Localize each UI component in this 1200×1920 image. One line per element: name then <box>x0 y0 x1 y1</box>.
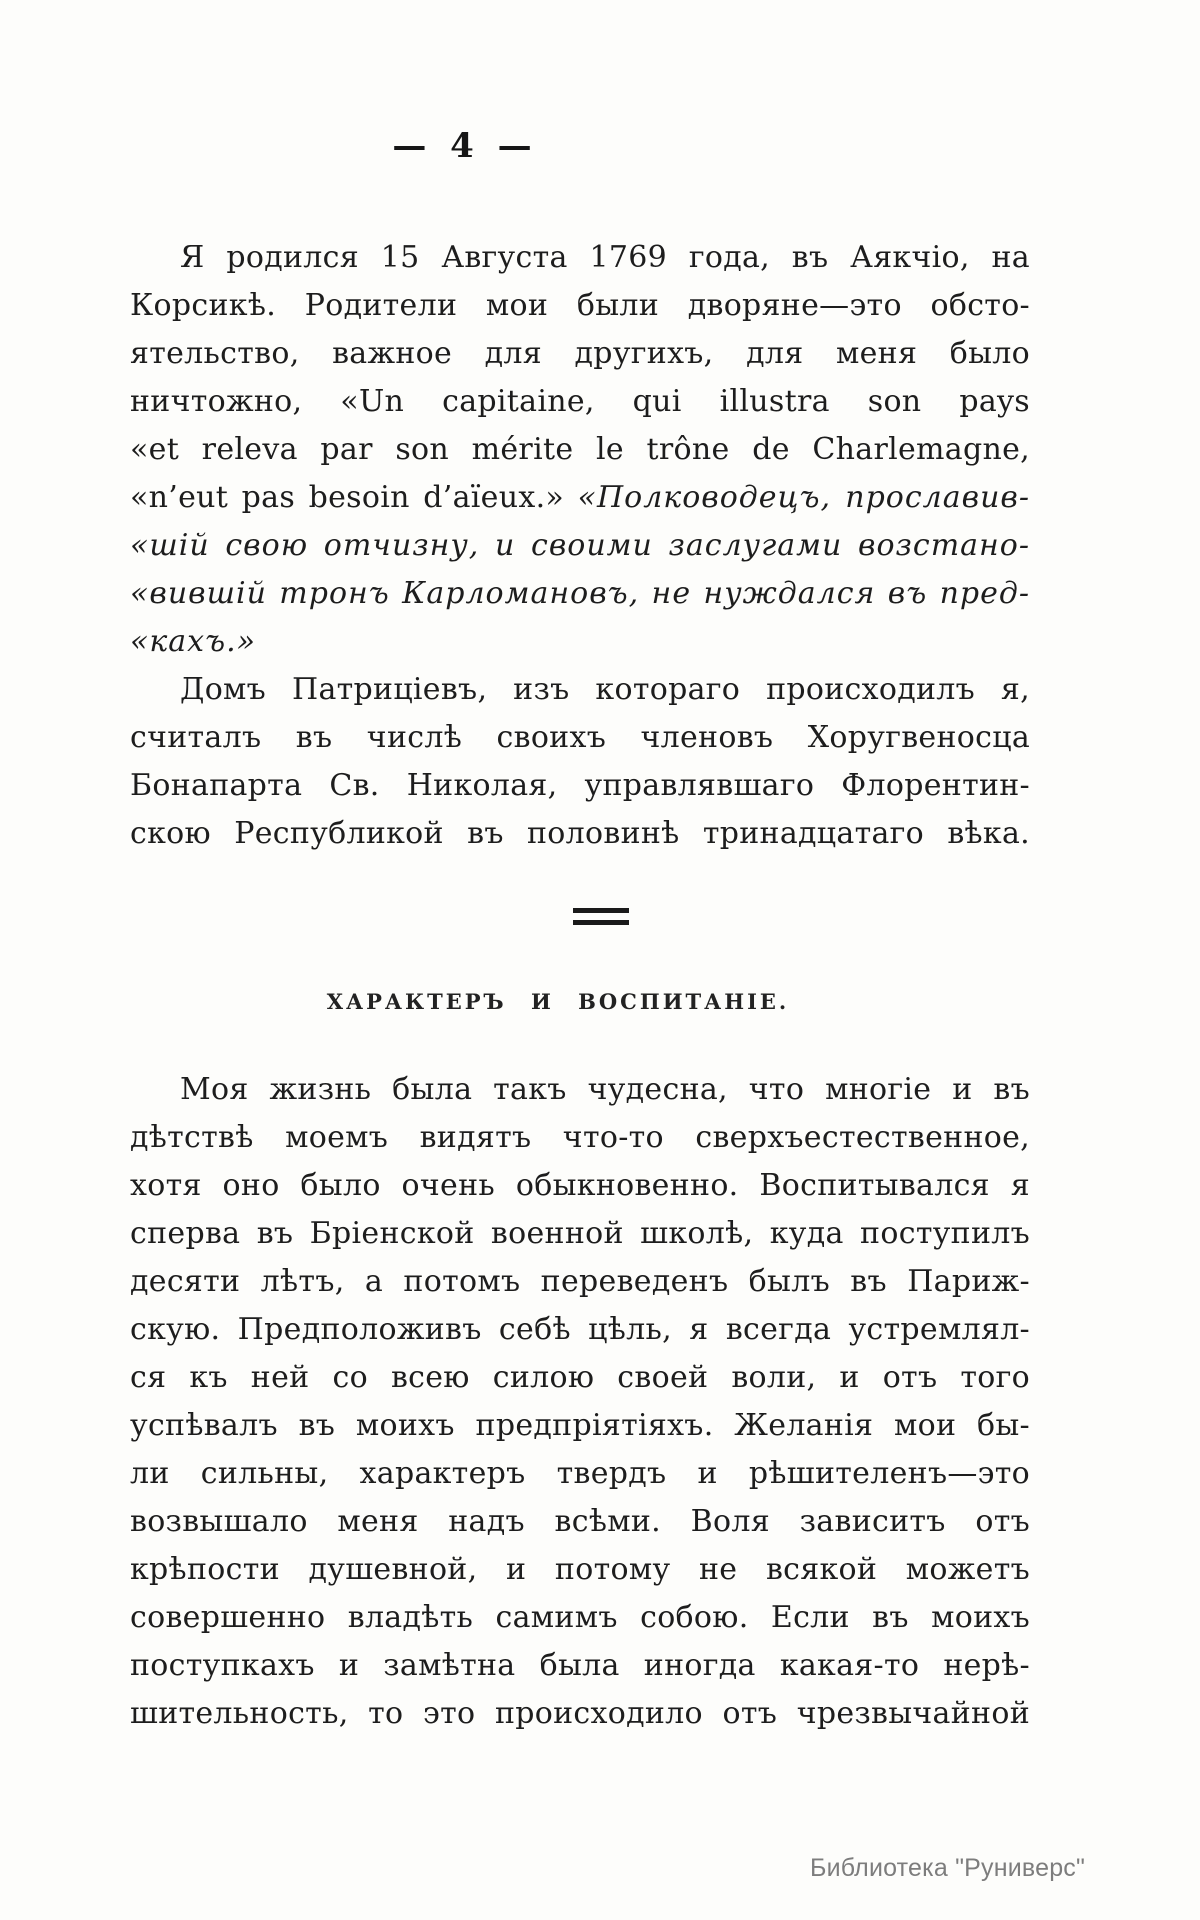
text-line <box>130 618 1030 666</box>
text-segment: скую. Предположивъ себѣ цѣль, я всегда устремлял- <box>130 1312 1030 1347</box>
text-segment: хотя оно было очень обыкновенно. Воспитывался я <box>130 1168 1030 1203</box>
text-line <box>130 330 1030 378</box>
text-segment: скою Республикой въ половинѣ тринадцатаго вѣка. <box>130 816 1030 851</box>
text-segment: «et releva par son mérite le trône de Charlemagne, <box>130 432 1030 467</box>
text-segment: ся къ ней со всею силою своей воли, и отъ того <box>130 1360 1030 1395</box>
text-segment: Моя жизнь была такъ чудесна, что многіе и въ <box>180 1072 1030 1107</box>
text-segment: «n’eut pas besoin d’aïeux.» <box>130 480 578 515</box>
text-segment: дѣтствѣ моемъ видятъ что-то сверхъестественное, <box>130 1120 1030 1155</box>
italic-text-segment: «шій свою отчизну, и своими заслугами возстано- <box>130 528 1030 563</box>
text-segment: поступкахъ и замѣтна была иногда какая-то нерѣ- <box>130 1648 1030 1683</box>
text-line <box>130 1594 1030 1642</box>
text-line <box>130 810 1030 858</box>
text-line <box>130 1690 1030 1738</box>
library-watermark: Библиотека "Руниверс" <box>810 1854 1086 1882</box>
text-line <box>130 474 1030 522</box>
italic-text-segment: «кахъ.» <box>130 624 256 659</box>
text-segment: десяти лѣтъ, а потомъ переведенъ былъ въ Париж- <box>130 1264 1030 1299</box>
text-segment: успѣвалъ въ моихъ предпріятіяхъ. Желанія мои бы- <box>130 1408 1030 1443</box>
text-line <box>130 1642 1030 1690</box>
text-segment: ятельство, важное для другихъ, для меня было <box>130 336 1030 371</box>
text-line <box>130 666 1030 714</box>
text-segment: Я родился 15 Августа 1769 года, въ Аякчіо, на <box>180 240 1030 275</box>
text-line <box>130 1114 1030 1162</box>
text-line <box>130 426 1030 474</box>
section-divider <box>573 908 629 925</box>
text-line <box>130 522 1030 570</box>
text-line <box>130 1306 1030 1354</box>
text-block-upper <box>130 234 1030 858</box>
text-segment: возвышало меня надъ всѣми. Воля зависитъ отъ <box>130 1504 1030 1539</box>
section-heading: ХАРАКТЕРЪ И ВОСПИТАНІЕ. <box>326 989 790 1014</box>
italic-text-segment: «вившій тронъ Карломановъ, не нуждался въ пред- <box>130 576 1030 611</box>
text-line <box>130 714 1030 762</box>
text-segment: совершенно владѣть самимъ собою. Если въ моихъ <box>130 1600 1030 1635</box>
text-line <box>130 1450 1030 1498</box>
text-segment: Корсикѣ. Родители мои были дворяне—это обсто- <box>130 288 1030 323</box>
page-number: — 4 — <box>392 126 538 166</box>
text-segment: ничтожно, «Un capitaine, qui illustra son pays <box>130 384 1030 419</box>
text-line <box>130 234 1030 282</box>
text-line <box>130 570 1030 618</box>
text-line <box>130 1162 1030 1210</box>
text-line <box>130 1210 1030 1258</box>
paragraph <box>130 666 1030 858</box>
text-segment: шительность, то это происходило отъ чрезвычайной <box>130 1696 1030 1731</box>
text-line <box>130 378 1030 426</box>
text-line <box>130 1402 1030 1450</box>
text-line <box>130 1546 1030 1594</box>
text-block-lower <box>130 1066 1030 1738</box>
text-line <box>130 1258 1030 1306</box>
text-line <box>130 282 1030 330</box>
italic-text-segment: «Полководецъ, прославив- <box>577 480 1031 515</box>
text-line <box>130 1066 1030 1114</box>
text-segment: Домъ Патриціевъ, изъ котораго происходилъ я, <box>180 672 1030 707</box>
text-segment: ли сильны, характеръ твердъ и рѣшителенъ—это <box>130 1456 1030 1491</box>
text-segment: Бонапарта Св. Николая, управлявшаго Флорентин- <box>130 768 1030 803</box>
text-segment: считалъ въ числѣ своихъ членовъ Хоругвеносца <box>130 720 1030 755</box>
text-line <box>130 762 1030 810</box>
text-line <box>130 1498 1030 1546</box>
paragraph <box>130 1066 1030 1738</box>
text-line <box>130 1354 1030 1402</box>
text-segment: крѣпости душевной, и потому не всякой можетъ <box>130 1552 1030 1587</box>
text-segment: сперва въ Бріенской военной школѣ, куда поступилъ <box>130 1216 1030 1251</box>
paragraph <box>130 234 1030 666</box>
